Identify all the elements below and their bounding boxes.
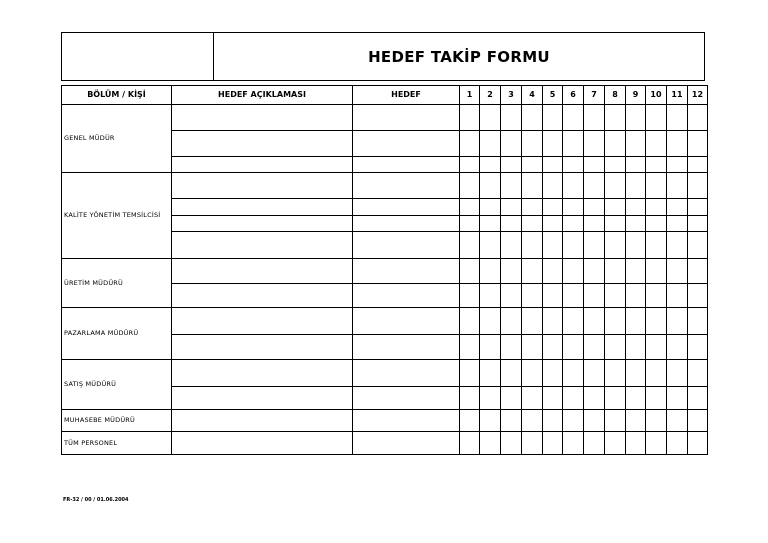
month-cell[interactable] xyxy=(688,157,708,173)
month-cell[interactable] xyxy=(563,259,584,284)
month-cell[interactable] xyxy=(688,259,708,284)
month-cell[interactable] xyxy=(522,173,543,199)
month-cell[interactable] xyxy=(646,232,667,259)
month-cell[interactable] xyxy=(501,335,522,360)
description-cell[interactable] xyxy=(172,360,353,387)
month-cell[interactable] xyxy=(626,259,646,284)
description-cell[interactable] xyxy=(172,173,353,199)
section-label: GENEL MÜDÜR xyxy=(62,105,172,173)
month-cell[interactable] xyxy=(584,157,605,173)
month-cell[interactable] xyxy=(605,232,626,259)
month-cell[interactable] xyxy=(543,131,563,157)
month-cell[interactable] xyxy=(543,199,563,216)
target-cell[interactable] xyxy=(353,308,460,335)
month-cell[interactable] xyxy=(563,387,584,410)
month-cell[interactable] xyxy=(501,308,522,335)
month-cell[interactable] xyxy=(501,410,522,432)
month-cell[interactable] xyxy=(480,232,501,259)
target-cell[interactable] xyxy=(353,157,460,173)
month-cell[interactable] xyxy=(646,284,667,308)
month-cell[interactable] xyxy=(522,387,543,410)
table-row xyxy=(62,308,708,335)
month-cell[interactable] xyxy=(522,157,543,173)
column-header-month: 8 xyxy=(605,86,626,105)
month-cell[interactable] xyxy=(688,216,708,232)
table-header-row xyxy=(62,86,708,105)
description-cell[interactable] xyxy=(172,410,353,432)
month-cell[interactable] xyxy=(688,387,708,410)
month-cell[interactable] xyxy=(563,360,584,387)
month-cell[interactable] xyxy=(480,105,501,131)
month-cell[interactable] xyxy=(584,232,605,259)
column-header-month: 3 xyxy=(501,86,522,105)
month-cell[interactable] xyxy=(522,199,543,216)
month-cell[interactable] xyxy=(543,360,563,387)
month-cell[interactable] xyxy=(563,199,584,216)
month-cell[interactable] xyxy=(501,157,522,173)
column-header-month: 2 xyxy=(480,86,501,105)
month-cell[interactable] xyxy=(563,216,584,232)
month-cell[interactable] xyxy=(646,259,667,284)
description-cell[interactable] xyxy=(172,259,353,284)
month-cell[interactable] xyxy=(605,387,626,410)
month-cell[interactable] xyxy=(646,387,667,410)
month-cell[interactable] xyxy=(522,105,543,131)
month-cell[interactable] xyxy=(688,360,708,387)
month-cell[interactable] xyxy=(543,259,563,284)
month-cell[interactable] xyxy=(646,216,667,232)
month-cell[interactable] xyxy=(480,308,501,335)
month-cell[interactable] xyxy=(460,259,480,284)
month-cell[interactable] xyxy=(480,432,501,455)
month-cell[interactable] xyxy=(543,232,563,259)
target-cell[interactable] xyxy=(353,173,460,199)
month-cell[interactable] xyxy=(646,360,667,387)
month-cell[interactable] xyxy=(460,131,480,157)
month-cell[interactable] xyxy=(667,216,688,232)
description-cell[interactable] xyxy=(172,157,353,173)
month-cell[interactable] xyxy=(626,131,646,157)
month-cell[interactable] xyxy=(584,284,605,308)
month-cell[interactable] xyxy=(460,157,480,173)
target-cell[interactable] xyxy=(353,259,460,284)
month-cell[interactable] xyxy=(667,105,688,131)
month-cell[interactable] xyxy=(667,131,688,157)
target-cell[interactable] xyxy=(353,360,460,387)
month-cell[interactable] xyxy=(605,105,626,131)
month-cell[interactable] xyxy=(605,360,626,387)
month-cell[interactable] xyxy=(626,105,646,131)
section-label: MUHASEBE MÜDÜRÜ xyxy=(62,410,172,432)
month-cell[interactable] xyxy=(584,387,605,410)
month-cell[interactable] xyxy=(543,387,563,410)
month-cell[interactable] xyxy=(460,410,480,432)
month-cell[interactable] xyxy=(688,131,708,157)
description-cell[interactable] xyxy=(172,199,353,216)
section-label: ÜRETİM MÜDÜRÜ xyxy=(62,259,172,308)
column-header-target: HEDEF xyxy=(353,86,460,105)
month-cell[interactable] xyxy=(667,335,688,360)
table-row xyxy=(62,259,708,284)
month-cell[interactable] xyxy=(460,232,480,259)
month-cell[interactable] xyxy=(667,387,688,410)
month-cell[interactable] xyxy=(626,284,646,308)
month-cell[interactable] xyxy=(460,335,480,360)
month-cell[interactable] xyxy=(626,410,646,432)
target-cell[interactable] xyxy=(353,387,460,410)
target-cell[interactable] xyxy=(353,432,460,455)
month-cell[interactable] xyxy=(667,199,688,216)
month-cell[interactable] xyxy=(522,308,543,335)
month-cell[interactable] xyxy=(522,216,543,232)
month-cell[interactable] xyxy=(480,199,501,216)
month-cell[interactable] xyxy=(667,432,688,455)
target-cell[interactable] xyxy=(353,105,460,131)
month-cell[interactable] xyxy=(626,387,646,410)
table-row xyxy=(62,105,708,131)
month-cell[interactable] xyxy=(501,232,522,259)
table-row xyxy=(62,360,708,387)
month-cell[interactable] xyxy=(480,259,501,284)
column-header-month: 10 xyxy=(646,86,667,105)
form-title: HEDEF TAKİP FORMU xyxy=(368,47,550,66)
month-cell[interactable] xyxy=(563,308,584,335)
column-header-month: 1 xyxy=(460,86,480,105)
description-cell[interactable] xyxy=(172,284,353,308)
target-cell[interactable] xyxy=(353,232,460,259)
month-cell[interactable] xyxy=(605,173,626,199)
month-cell[interactable] xyxy=(605,157,626,173)
month-cell[interactable] xyxy=(646,410,667,432)
target-tracking-table xyxy=(61,85,708,455)
month-cell[interactable] xyxy=(522,360,543,387)
month-cell[interactable] xyxy=(667,259,688,284)
month-cell[interactable] xyxy=(501,105,522,131)
column-header-month: 6 xyxy=(563,86,584,105)
month-cell[interactable] xyxy=(688,432,708,455)
month-cell[interactable] xyxy=(584,131,605,157)
section-label: TÜM PERSONEL xyxy=(62,432,172,455)
month-cell[interactable] xyxy=(646,157,667,173)
month-cell[interactable] xyxy=(480,360,501,387)
month-cell[interactable] xyxy=(501,360,522,387)
month-cell[interactable] xyxy=(605,259,626,284)
month-cell[interactable] xyxy=(543,432,563,455)
month-cell[interactable] xyxy=(646,308,667,335)
month-cell[interactable] xyxy=(584,335,605,360)
month-cell[interactable] xyxy=(605,335,626,360)
month-cell[interactable] xyxy=(626,432,646,455)
month-cell[interactable] xyxy=(688,199,708,216)
section-label: PAZARLAMA MÜDÜRÜ xyxy=(62,308,172,360)
month-cell[interactable] xyxy=(584,259,605,284)
month-cell[interactable] xyxy=(646,105,667,131)
month-cell[interactable] xyxy=(543,216,563,232)
month-cell[interactable] xyxy=(460,432,480,455)
month-cell[interactable] xyxy=(543,284,563,308)
column-header-month: 11 xyxy=(667,86,688,105)
description-cell[interactable] xyxy=(172,105,353,131)
month-cell[interactable] xyxy=(563,157,584,173)
month-cell[interactable] xyxy=(501,387,522,410)
month-cell[interactable] xyxy=(460,284,480,308)
form-code: FR-32 / 00 / 01.06.2004 xyxy=(63,497,129,503)
month-cell[interactable] xyxy=(584,360,605,387)
description-cell[interactable] xyxy=(172,308,353,335)
month-cell[interactable] xyxy=(501,284,522,308)
month-cell[interactable] xyxy=(480,410,501,432)
description-cell[interactable] xyxy=(172,216,353,232)
month-cell[interactable] xyxy=(460,105,480,131)
month-cell[interactable] xyxy=(584,105,605,131)
month-cell[interactable] xyxy=(584,199,605,216)
table-row xyxy=(62,410,708,432)
month-cell[interactable] xyxy=(543,105,563,131)
month-cell[interactable] xyxy=(605,410,626,432)
month-cell[interactable] xyxy=(646,432,667,455)
month-cell[interactable] xyxy=(667,173,688,199)
month-cell[interactable] xyxy=(667,157,688,173)
target-cell[interactable] xyxy=(353,284,460,308)
column-header-month: 12 xyxy=(688,86,708,105)
month-cell[interactable] xyxy=(626,308,646,335)
month-cell[interactable] xyxy=(667,308,688,335)
column-header-description: HEDEF AÇIKLAMASI xyxy=(172,86,353,105)
month-cell[interactable] xyxy=(646,335,667,360)
month-cell[interactable] xyxy=(480,335,501,360)
month-cell[interactable] xyxy=(688,173,708,199)
section-label: KALİTE YÖNETİM TEMSİLCİSİ xyxy=(62,173,172,259)
month-cell[interactable] xyxy=(626,173,646,199)
month-cell[interactable] xyxy=(543,308,563,335)
month-cell[interactable] xyxy=(522,335,543,360)
section-label: SATIŞ MÜDÜRÜ xyxy=(62,360,172,410)
month-cell[interactable] xyxy=(460,173,480,199)
column-header-month: 9 xyxy=(626,86,646,105)
description-cell[interactable] xyxy=(172,432,353,455)
month-cell[interactable] xyxy=(522,131,543,157)
logo-placeholder xyxy=(62,33,214,80)
month-cell[interactable] xyxy=(543,410,563,432)
month-cell[interactable] xyxy=(626,232,646,259)
month-cell[interactable] xyxy=(522,432,543,455)
month-cell[interactable] xyxy=(563,173,584,199)
table-row xyxy=(62,432,708,455)
month-cell[interactable] xyxy=(688,232,708,259)
target-cell[interactable] xyxy=(353,216,460,232)
column-header-month: 5 xyxy=(543,86,563,105)
month-cell[interactable] xyxy=(543,335,563,360)
month-cell[interactable] xyxy=(688,410,708,432)
month-cell[interactable] xyxy=(563,284,584,308)
month-cell[interactable] xyxy=(563,105,584,131)
month-cell[interactable] xyxy=(460,308,480,335)
target-cell[interactable] xyxy=(353,199,460,216)
month-cell[interactable] xyxy=(626,199,646,216)
column-header-month: 7 xyxy=(584,86,605,105)
month-cell[interactable] xyxy=(688,308,708,335)
month-cell[interactable] xyxy=(667,360,688,387)
description-cell[interactable] xyxy=(172,232,353,259)
month-cell[interactable] xyxy=(626,335,646,360)
month-cell[interactable] xyxy=(584,432,605,455)
month-cell[interactable] xyxy=(460,360,480,387)
month-cell[interactable] xyxy=(584,308,605,335)
month-cell[interactable] xyxy=(563,410,584,432)
month-cell[interactable] xyxy=(460,216,480,232)
month-cell[interactable] xyxy=(480,173,501,199)
description-cell[interactable] xyxy=(172,387,353,410)
column-header-section: BÖLÜM / KİŞİ xyxy=(62,86,172,105)
month-cell[interactable] xyxy=(460,387,480,410)
month-cell[interactable] xyxy=(626,157,646,173)
month-cell[interactable] xyxy=(605,308,626,335)
description-cell[interactable] xyxy=(172,335,353,360)
form-header xyxy=(61,32,705,81)
month-cell[interactable] xyxy=(501,216,522,232)
month-cell[interactable] xyxy=(501,432,522,455)
month-cell[interactable] xyxy=(605,131,626,157)
month-cell[interactable] xyxy=(688,335,708,360)
month-cell[interactable] xyxy=(584,173,605,199)
month-cell[interactable] xyxy=(667,232,688,259)
month-cell[interactable] xyxy=(480,131,501,157)
month-cell[interactable] xyxy=(563,232,584,259)
month-cell[interactable] xyxy=(480,216,501,232)
target-cell[interactable] xyxy=(353,410,460,432)
month-cell[interactable] xyxy=(480,284,501,308)
month-cell[interactable] xyxy=(543,157,563,173)
month-cell[interactable] xyxy=(460,199,480,216)
table-row xyxy=(62,173,708,199)
month-cell[interactable] xyxy=(480,387,501,410)
month-cell[interactable] xyxy=(605,284,626,308)
column-header-month: 4 xyxy=(522,86,543,105)
month-cell[interactable] xyxy=(501,259,522,284)
month-cell[interactable] xyxy=(605,432,626,455)
month-cell[interactable] xyxy=(605,216,626,232)
target-cell[interactable] xyxy=(353,335,460,360)
target-cell[interactable] xyxy=(353,131,460,157)
month-cell[interactable] xyxy=(646,173,667,199)
month-cell[interactable] xyxy=(667,410,688,432)
month-cell[interactable] xyxy=(501,131,522,157)
month-cell[interactable] xyxy=(563,432,584,455)
month-cell[interactable] xyxy=(626,360,646,387)
month-cell[interactable] xyxy=(584,410,605,432)
month-cell[interactable] xyxy=(501,173,522,199)
month-cell[interactable] xyxy=(626,216,646,232)
month-cell[interactable] xyxy=(688,284,708,308)
month-cell[interactable] xyxy=(522,259,543,284)
month-cell[interactable] xyxy=(522,232,543,259)
month-cell[interactable] xyxy=(584,216,605,232)
month-cell[interactable] xyxy=(605,199,626,216)
month-cell[interactable] xyxy=(667,284,688,308)
month-cell[interactable] xyxy=(522,410,543,432)
month-cell[interactable] xyxy=(563,335,584,360)
month-cell[interactable] xyxy=(688,105,708,131)
description-cell[interactable] xyxy=(172,131,353,157)
month-cell[interactable] xyxy=(480,157,501,173)
month-cell[interactable] xyxy=(646,131,667,157)
month-cell[interactable] xyxy=(543,173,563,199)
month-cell[interactable] xyxy=(501,199,522,216)
month-cell[interactable] xyxy=(522,284,543,308)
month-cell[interactable] xyxy=(646,199,667,216)
month-cell[interactable] xyxy=(563,131,584,157)
